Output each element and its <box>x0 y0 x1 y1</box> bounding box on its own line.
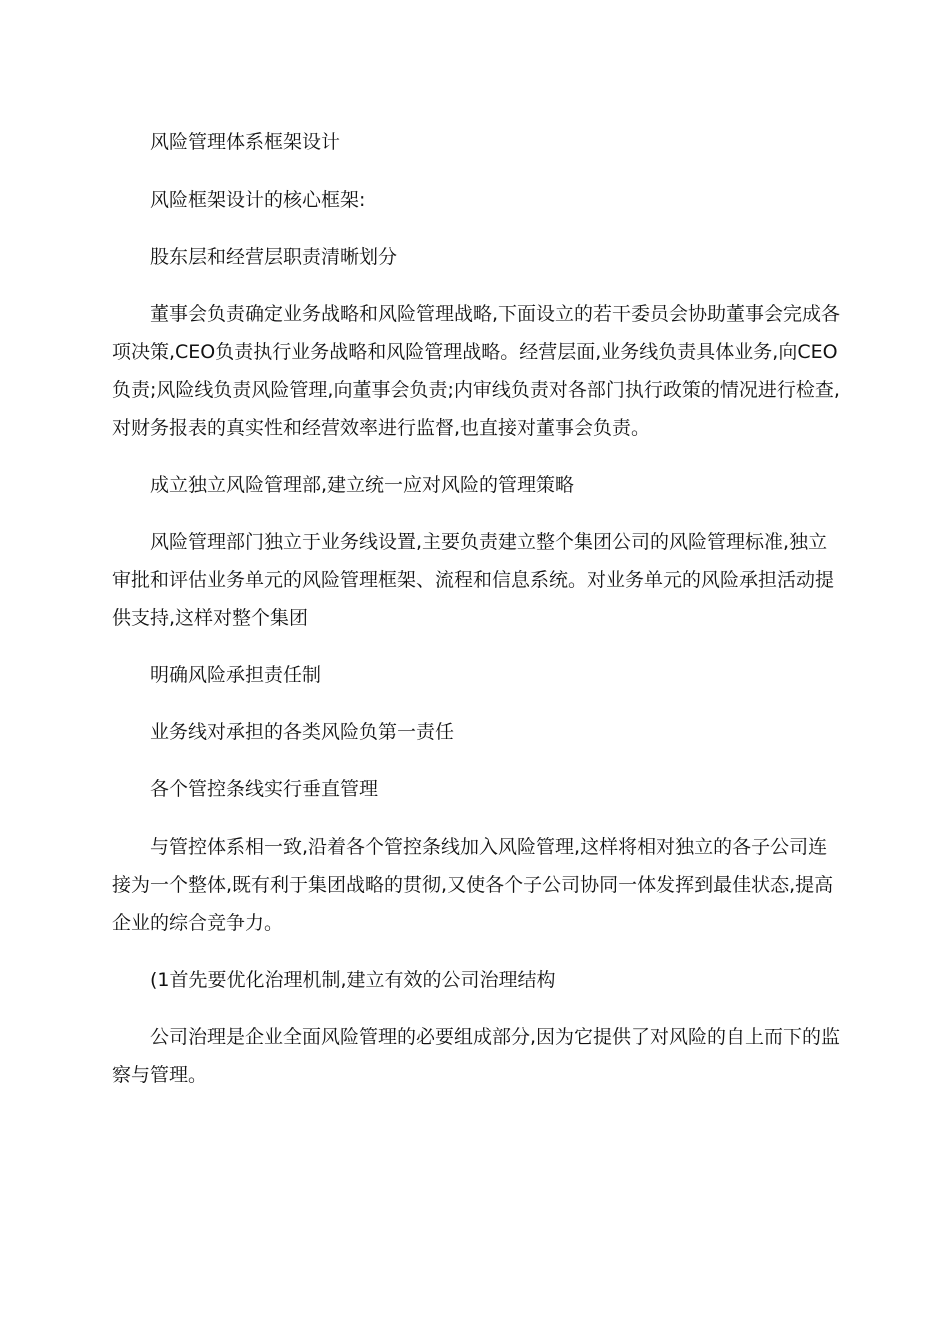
subheading: (1首先要优化治理机制,建立有效的公司治理结构 <box>150 969 556 991</box>
subheading: 风险框架设计的核心框架: <box>150 189 366 211</box>
subheading: 业务线对承担的各类风险负第一责任 <box>150 721 455 743</box>
subheading: 明确风险承担责任制 <box>150 664 322 686</box>
body-paragraph: 董事会负责确定业务战略和风险管理战略,下面设立的若干委员会协助董事会完成各项决策,CEO负责执行业务战略和风险管理战略。经营层面,业务线负责具体业务,向CEO负责;风险线负责风险管理,向董事会负责;内审线负责对各部门执行政策的情况进行检查,对财务报表的真实性和经营效率进行监督,也直接对董事会负责。 <box>112 303 841 439</box>
body-paragraph: 公司治理是企业全面风险管理的必要组成部分,因为它提供了对风险的自上而下的监察与管理。 <box>112 1026 841 1086</box>
section-heading: 风险管理体系框架设计 <box>150 131 341 153</box>
body-paragraph: 风险管理部门独立于业务线设置,主要负责建立整个集团公司的风险管理标准,独立审批和评估业务单元的风险管理框架、流程和信息系统。对业务单元的风险承担活动提供支持,这样对整个集团 <box>112 531 835 629</box>
subheading: 成立独立风险管理部,建立统一应对风险的管理策略 <box>150 474 575 496</box>
subheading: 股东层和经营层职责清晰划分 <box>150 246 398 268</box>
subheading: 各个管控条线实行垂直管理 <box>150 778 379 800</box>
body-paragraph: 与管控体系相一致,沿着各个管控条线加入风险管理,这样将相对独立的各子公司连接为一个整体,既有利于集团战略的贯彻,又使各个子公司协同一体发挥到最佳状态,提高企业的综合竞争力。 <box>112 836 834 934</box>
